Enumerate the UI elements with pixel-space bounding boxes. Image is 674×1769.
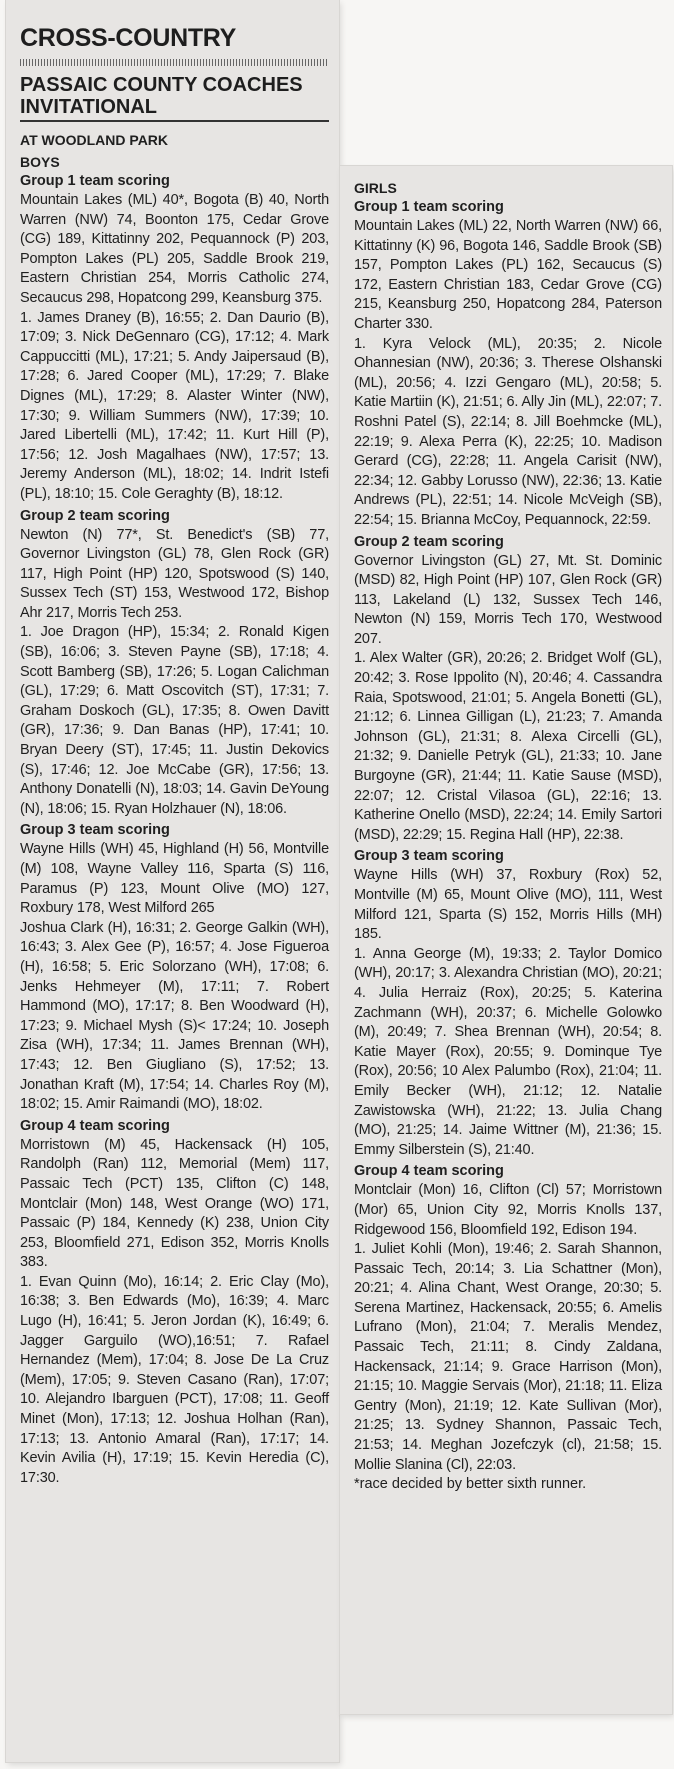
left-clipping bbox=[6, 0, 339, 1762]
team-scores: Morristown (M) 45, Hackensack (H) 105, Randolph (Ran) 112, Memorial (Mem) 117, Passaic Tech (PCT) 135, Clifton (C) 148, Montclair (Mon) 148, West Orange (WO) 171, Passaic (P) 184, Kennedy (K) 238, Union City 253, Bloomfield 271, Edison 352, Morris Knolls 383. bbox=[20, 1136, 329, 1271]
individual-results: 1. Anna George (M), 19:33; 2. Taylor Domico (WH), 20:17; 3. Alexandra Christian (MO), 20:21; 4. Julia Herraiz (Rox), 20:25; 5. Katerina Zachmann (WH), 20:37; 6. Michelle Golowko (M), 20:49; 7. Shea Brennan (WH), 20:54; 8. Katie Mayer (Rox), 20:55; 9. Dominque Tye (Rox), 20:56; 10 Alex Palumbo (Rox), 21:04; 11. Emily Becker (WH), 21:12; 12. Natalie Zawistowska (WH), 21:22; 13. Julia Chang (MO), 21:25; 14. Jaime Wittner (M), 21:36; 15. Emmy Silberstein (S), 21:40. bbox=[354, 945, 662, 1158]
individual-results: 1. James Draney (B), 16:55; 2. Dan Daurio (B), 17:09; 3. Nick DeGennaro (CG), 17:12; 4. Mark Cappuccitti (ML), 17:21; 5. Andy Jaipersaud (B), 17:28; 6. Jared Cooper (ML), 17:29; 7. Blake Dignes (ML), 17:29; 8. Alaster Winter (NW), 17:30; 9. William Summers (NW), 17:39; 10. Jared Libertelli (ML), 17:42; 11. Kurt Hill (P), 17:56; 12. Josh Magalhaes (NW), 17:57; 13. Jeremy Anderson (ML), 18:02; 14. Indrit Istefi (PL), 18:10; 15. Cole Geraghty (B), 18:12. bbox=[20, 309, 329, 502]
team-scores: Mountain Lakes (ML) 22, North Warren (NW) 66, Kittatinny (K) 96, Bogota 146, Saddle Brook (SB) 157, Pompton Lakes (PL) 162, Secaucus (S) 172, Eastern Christian 183, Cedar Grove (CG) 215, Keansburg 250, Hopatcong 284, Paterson Charter 330. bbox=[354, 218, 662, 332]
girls-group-4 bbox=[354, 1162, 662, 1475]
right-clipping bbox=[340, 166, 672, 1714]
team-scores: Wayne Hills (WH) 37, Roxbury (Rox) 52, Montville (M) 65, Mount Olive (MO), 111, West Milford 121, Sparta (S) 152, Morris Hills (MH) 185. bbox=[354, 867, 662, 943]
team-scores: Newton (N) 77*, St. Benedict's (SB) 77, Governor Livingston (GL) 78, Glen Rock (GR) 117, High Point (HP) 120, Spotswood (S) 140, Sussex Tech (ST) 153, Westwood 172, Bishop Ahr 217, Morris Tech 253. bbox=[20, 526, 329, 621]
girls-group-1 bbox=[354, 198, 662, 531]
group-heading: Group 4 team scoring bbox=[354, 1163, 504, 1180]
boys-heading: BOYS bbox=[20, 154, 60, 170]
section-heading: CROSS-COUNTRY bbox=[20, 24, 237, 52]
boys-group-1 bbox=[20, 172, 329, 505]
individual-results: Joshua Clark (H), 16:31; 2. George Galkin (WH), 16:43; 3. Alex Gee (P), 16:57; 4. Jose Figueroa (H), 16:58; 5. Eric Solorzano (WH), 17:08; 6. Jenks Hehmeyer (M), 17:11; 7. Robert Hammond (MO), 17:17; 8. Ben Woodward (H), 17:23; 9. Michael Mysh (S)< 17:24; 10. Joseph Zisa (WH), 17:34; 11. James Brennan (WH), 17:43; 12. Ben Giugliano (S), 17:52; 13. Jonathan Kraft (M), 17:54; 14. Charles Roy (M), 18:02; 15. Amir Raimandi (MO), 18:02. bbox=[20, 919, 329, 1113]
group-heading: Group 4 team scoring bbox=[20, 1117, 170, 1134]
boys-group-4 bbox=[20, 1117, 329, 1489]
group-heading: Group 2 team scoring bbox=[354, 533, 504, 550]
boys-group-2 bbox=[20, 507, 329, 820]
footnote: *race decided by better sixth runner. bbox=[354, 1476, 587, 1493]
team-scores: Governor Livingston (GL) 27, Mt. St. Dominic (MSD) 82, High Point (HP) 107, Glen Rock (GR) 113, Lakeland (L) 132, Sussex Tech 146, Newton (N) 159, Morris Tech 170, Westwood 207. bbox=[354, 552, 662, 647]
team-scores: Wayne Hills (WH) 45, Highland (H) 56, Montville (M) 108, Wayne Valley 116, Sparta (S) 116, Paramus (P) 123, Mount Olive (MO) 127, Roxbury 178, West Milford 265 bbox=[20, 841, 329, 917]
group-heading: Group 3 team scoring bbox=[20, 822, 170, 839]
girls-group-3 bbox=[354, 847, 662, 1160]
individual-results: 1. Kyra Velock (ML), 20:35; 2. Nicole Ohannesian (NW), 20:36; 3. Therese Olshanski (ML), 20:56; 4. Izzi Gengaro (ML), 20:58; 5. Katie Martiin (K), 21:51; 6. Ally Jin (ML), 22:07; 7. Roshni Patel (S), 22:14; 8. Jill Boehmcke (ML), 22:19; 9. Alexa Perra (K), 22:25; 10. Madison Gerard (CG), 22:28; 11. Angela Carisit (NW), 22:34; 12. Gabby Lorusso (NW), 22:36; 13. Katie Andrews (PL), 22:51; 14. Nicole McVeigh (SB), 22:54; 15. Brianna McCoy, Pequannock, 22:59. bbox=[354, 335, 662, 528]
event-title: PASSAIC COUNTY COACHES INVITATIONAL bbox=[20, 74, 329, 122]
group-heading: Group 1 team scoring bbox=[354, 199, 504, 215]
venue-line: AT WOODLAND PARK bbox=[20, 132, 169, 148]
individual-results: 1. Juliet Kohli (Mon), 19:46; 2. Sarah Shannon, Passaic Tech, 20:14; 3. Lia Schattner (Mon), 20:21; 4. Alina Chant, West Orange, 20:30; 5. Serena Martinez, Hackensack, 20:55; 6. Amelis Lufrano (Mon), 21:04; 7. Meralis Mendez, Passaic Tech, 21:11; 8. Cindy Zaldana, Hackensack, 21:14; 9. Grace Harrison (Mon), 21:15; 10. Maggie Servais (Mor), 21:18; 11. Eliza Gentry (Mon), 21:19; 12. Kate Sullivan (Mor), 21:25; 13. Sydney Shannon, Passaic Tech, 21:53; 14. Meghan Jozefczyk (cl), 21:58; 15. Mollie Slanina (Cl), 22:03. bbox=[354, 1241, 662, 1473]
group-heading: Group 2 team scoring bbox=[20, 507, 170, 524]
team-scores: Mountain Lakes (ML) 40*, Bogota (B) 40, North Warren (NW) 74, Boonton 175, Cedar Grove (CG) 189, Kittatinny 202, Pequannock (P) 203, Pompton Lakes (PL) 205, Saddle Brook 219, Eastern Christian 254, Morris Catholic 274, Secaucus 298, Hopatcong 299, Keansburg 375. bbox=[20, 192, 329, 306]
individual-results: 1. Alex Walter (GR), 20:26; 2. Bridget Wolf (GL), 20:42; 3. Rose Ippolito (N), 20:46; 4. Cassandra Raia, Spotswood, 21:01; 5. Angela Bonetti (GL), 21:12; 6. Linnea Gilligan (L), 21:23; 7. Amanda Johnson (GL), 21:31; 8. Alexa Circelli (GL), 21:32; 9. Danielle Petryk (GL), 21:33; 10. Jane Burgoyne (GR), 21:44; 11. Katie Sause (MSD), 22:07; 12. Cristal Vilasoa (GL), 22:16; 13. Katherine Onello (MSD), 22:24; 14. Emily Sartori (MSD), 22:29; 15. Regina Hall (HP), 22:38. bbox=[354, 650, 662, 843]
boys-group-3 bbox=[20, 821, 329, 1114]
individual-results: 1. Evan Quinn (Mo), 16:14; 2. Eric Clay (Mo), 16:38; 3. Ben Edwards (Mo), 16:39; 4. Marc Lugo (H), 16:41; 5. Jeron Jordan (K), 16:49; 6. Jagger Garguilo (WO),16:51; 7. Rafael Hernandez (Mem), 17:04; 8. Jose De La Cruz (Mem), 17:05; 9. Steven Casano (Ran), 17:07; 10. Alejandro Ibarguen (PCT), 17:08; 11. Geoff Minet (Mon), 17:13; 12. Joshua Holhan (Ran), 17:13; 13. Antonio Amaral (Ran), 17:17; 14. Kevin Avilia (H), 17:19; 15. Kevin Heredia (C), 17:30. bbox=[20, 1273, 329, 1486]
group-heading: Group 3 team scoring bbox=[354, 848, 504, 865]
group-heading: Group 1 team scoring bbox=[20, 173, 170, 189]
individual-results: 1. Joe Dragon (HP), 15:34; 2. Ronald Kigen (SB), 16:06; 3. Steven Payne (SB), 17:18; 4. Scott Bamberg (SB), 17:26; 5. Logan Calichman (GL), 17:29; 6. Matt Oscovitch (ST), 17:31; 7. Graham Doskoch (GL), 17:35; 8. Owen Davitt (GR), 17:36; 9. Dan Banas (HP), 17:41; 10. Bryan Deery (ST), 17:45; 11. Justin Dekovics (S), 17:46; 12. Joe McCabe (GR), 17:56; 13. Anthony Donatelli (N), 18:03; 14. Gavin DeYoung (N), 18:06; 15. Ryan Holzhauer (N), 18:06. bbox=[20, 624, 329, 817]
heading-rule bbox=[20, 59, 329, 66]
girls-heading: GIRLS bbox=[354, 180, 397, 196]
girls-group-2 bbox=[354, 533, 662, 846]
team-scores: Montclair (Mon) 16, Clifton (Cl) 57; Morristown (Mor) 65, Union City 92, Morris Knolls 137, Ridgewood 156, Bloomfield 192, Edison 194. bbox=[354, 1182, 662, 1238]
